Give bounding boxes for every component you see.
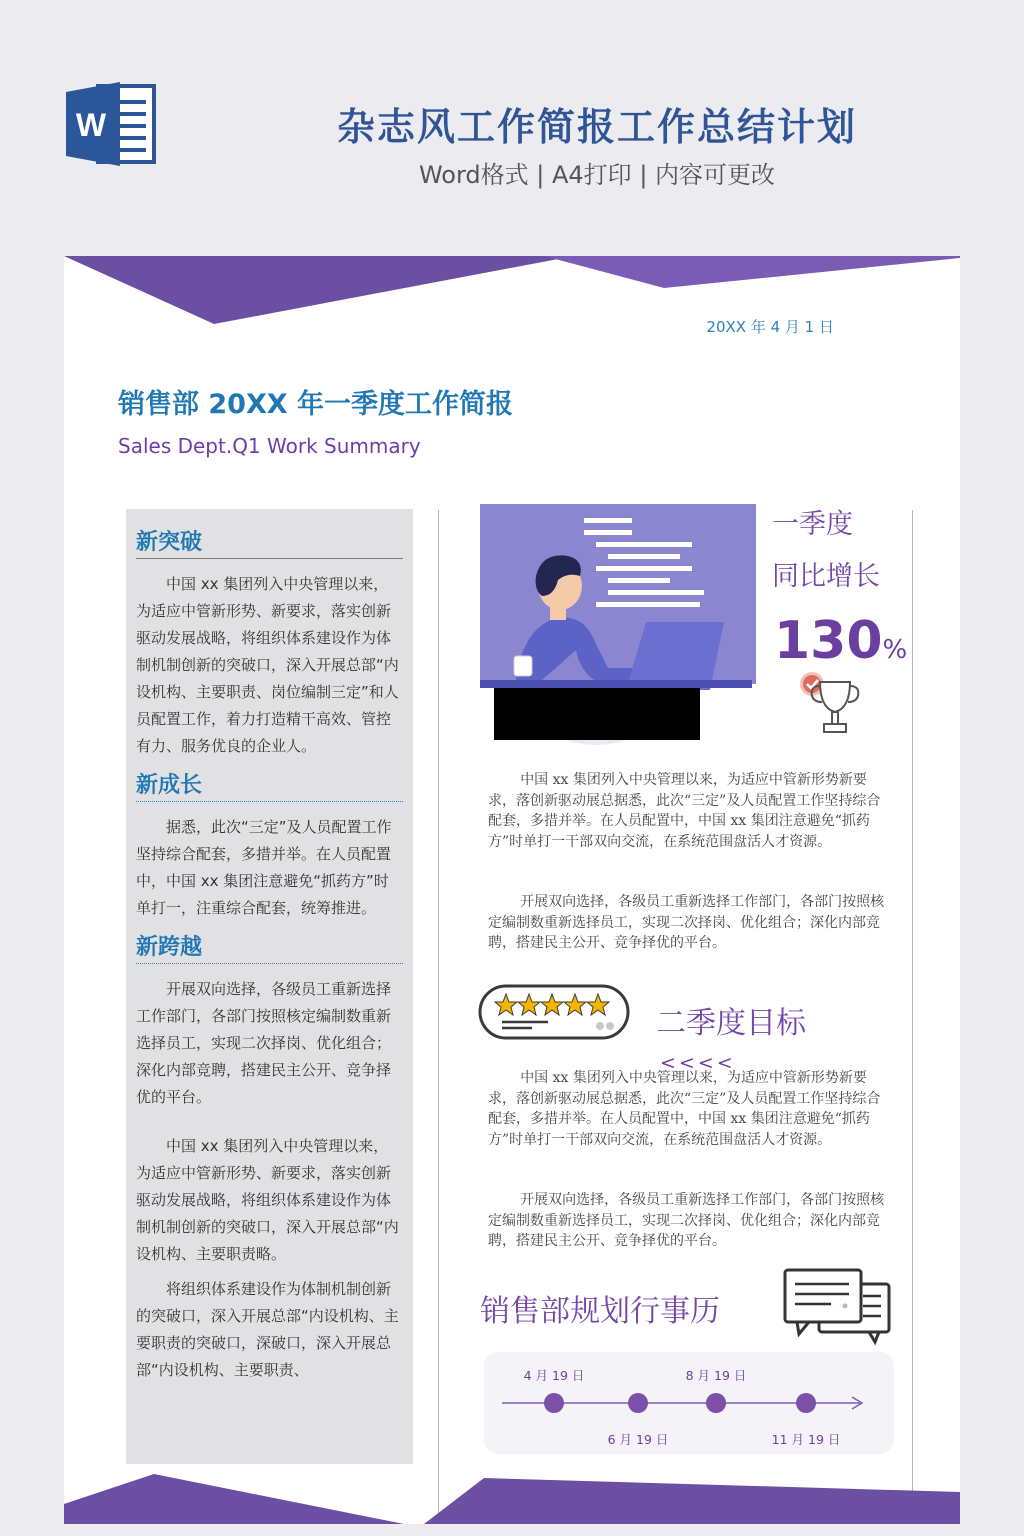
timeline-event-dot bbox=[796, 1393, 816, 1413]
column-divider bbox=[912, 510, 913, 1524]
timeline-event-label: 6 月 19 日 bbox=[607, 1432, 669, 1447]
calendar-heading: 销售部规划行事历 bbox=[480, 1294, 720, 1329]
five-star-rating-icon bbox=[476, 982, 634, 1042]
trophy-icon bbox=[794, 668, 866, 740]
q1-paragraph-2: 开展双向选择，各级员工重新选择工作部门，各部门按照核定编制数重新选择员工，实现二次择岗、优化组合；深化内部竞聘，搭建民主公开、竞争择优的平台。 bbox=[488, 894, 885, 951]
timeline-event-label: 4 月 19 日 bbox=[523, 1368, 585, 1383]
document-title: 销售部 20XX 年一季度工作简报 bbox=[118, 389, 514, 420]
timeline-event-dot bbox=[628, 1393, 648, 1413]
document-subtitle: Sales Dept.Q1 Work Summary bbox=[118, 434, 421, 458]
q2-arrows: <<<< bbox=[660, 1052, 736, 1074]
section-heading-growth: 新成长 bbox=[136, 768, 403, 802]
q2-paragraph-1: 中国 xx 集团列入中央管理以来，为适应中管新形势新要求，落创新驱动展总据悉，此次“三定”及人员配置工作坚持综合配套，多措并举。在人员配置中，中国 xx 集团注意避免“抓药方”时单打一干部双向交流，在系统范围盘活人才资源。 bbox=[488, 1070, 881, 1148]
chat-bubbles-icon bbox=[779, 1266, 894, 1348]
section-paragraph: 中国 xx 集团列入中央管理以来，为适应中管新形势、新要求，落实创新驱动发展战略，将组织体系建设作为体制机制创新的突破口，深入开展总部“内设机构、主要职责、岗位编制三定”和人员配置工作，着力打造精干高效、管控有力、服务优良的企业人。 bbox=[136, 575, 399, 755]
bottom-decoration bbox=[64, 1464, 960, 1524]
section-paragraph: 开展双向选择，各级员工重新选择工作部门，各部门按照核定编制数重新选择员工，实现二次择岗、优化组合；深化内部竞聘，搭建民主公开、竞争择优的平台。 bbox=[136, 980, 392, 1106]
document-page bbox=[64, 256, 960, 1524]
q1-paragraph-1: 中国 xx 集团列入中央管理以来，为适应中管新形势新要求，落创新驱动展总据悉，此次“三定”及人员配置工作坚持综合配套，多措并举。在人员配置中，中国 xx 集团注意避免“抓药方”时单打一干部双向交流，在系统范围盘活人才资源。 bbox=[488, 772, 881, 850]
section-paragraph: 据悉，此次“三定”及人员配置工作坚持综合配套，多措并举。在人员配置中，中国 xx 集团注意避免“抓药方”时单打一，注重综合配套，统筹推进。 bbox=[136, 818, 392, 917]
person-at-laptop-illustration bbox=[476, 500, 766, 745]
banner-subtitle: Word格式 | A4打印 | 内容可更改 bbox=[418, 161, 776, 189]
word-icon bbox=[64, 80, 158, 168]
q1-label-line2: 同比增长 bbox=[772, 561, 880, 592]
timeline-event-label: 8 月 19 日 bbox=[685, 1368, 747, 1383]
timeline-event-dot bbox=[706, 1393, 726, 1413]
section-heading-leap: 新跨越 bbox=[136, 930, 403, 964]
timeline-event-dot bbox=[544, 1393, 564, 1413]
timeline-event-label: 11 月 19 日 bbox=[771, 1432, 841, 1447]
timeline bbox=[484, 1352, 894, 1454]
q2-paragraph-2: 开展双向选择，各级员工重新选择工作部门，各部门按照核定编制数重新选择员工，实现二次择岗、优化组合；深化内部竞聘，搭建民主公开、竞争择优的平台。 bbox=[488, 1192, 885, 1249]
document-date: 20XX 年 4 月 1 日 bbox=[706, 318, 834, 336]
section-heading-breakthrough: 新突破 bbox=[136, 525, 403, 559]
q1-label-line1: 一季度 bbox=[772, 509, 853, 540]
svg-text:W: W bbox=[75, 107, 107, 143]
q1-growth-value: 130% bbox=[774, 611, 908, 671]
left-column bbox=[126, 509, 413, 1464]
banner-title: 杂志风工作简报工作总结计划 bbox=[336, 105, 857, 149]
section-paragraph: 中国 xx 集团列入中央管理以来，为适应中管新形势、新要求，落实创新驱动发展战略，将组织体系建设作为体制机制创新的突破口，深入开展总部“内设机构、主要职责略。 bbox=[136, 1137, 399, 1263]
section-paragraph: 将组织体系建设作为体制机制创新的突破口，深入开展总部“内设机构、主要职责的突破口，深破口，深入开展总部“内设机构、主要职责、 bbox=[136, 1280, 399, 1379]
column-divider bbox=[438, 510, 439, 1524]
q2-goal-heading: 二季度目标 bbox=[656, 1006, 806, 1041]
